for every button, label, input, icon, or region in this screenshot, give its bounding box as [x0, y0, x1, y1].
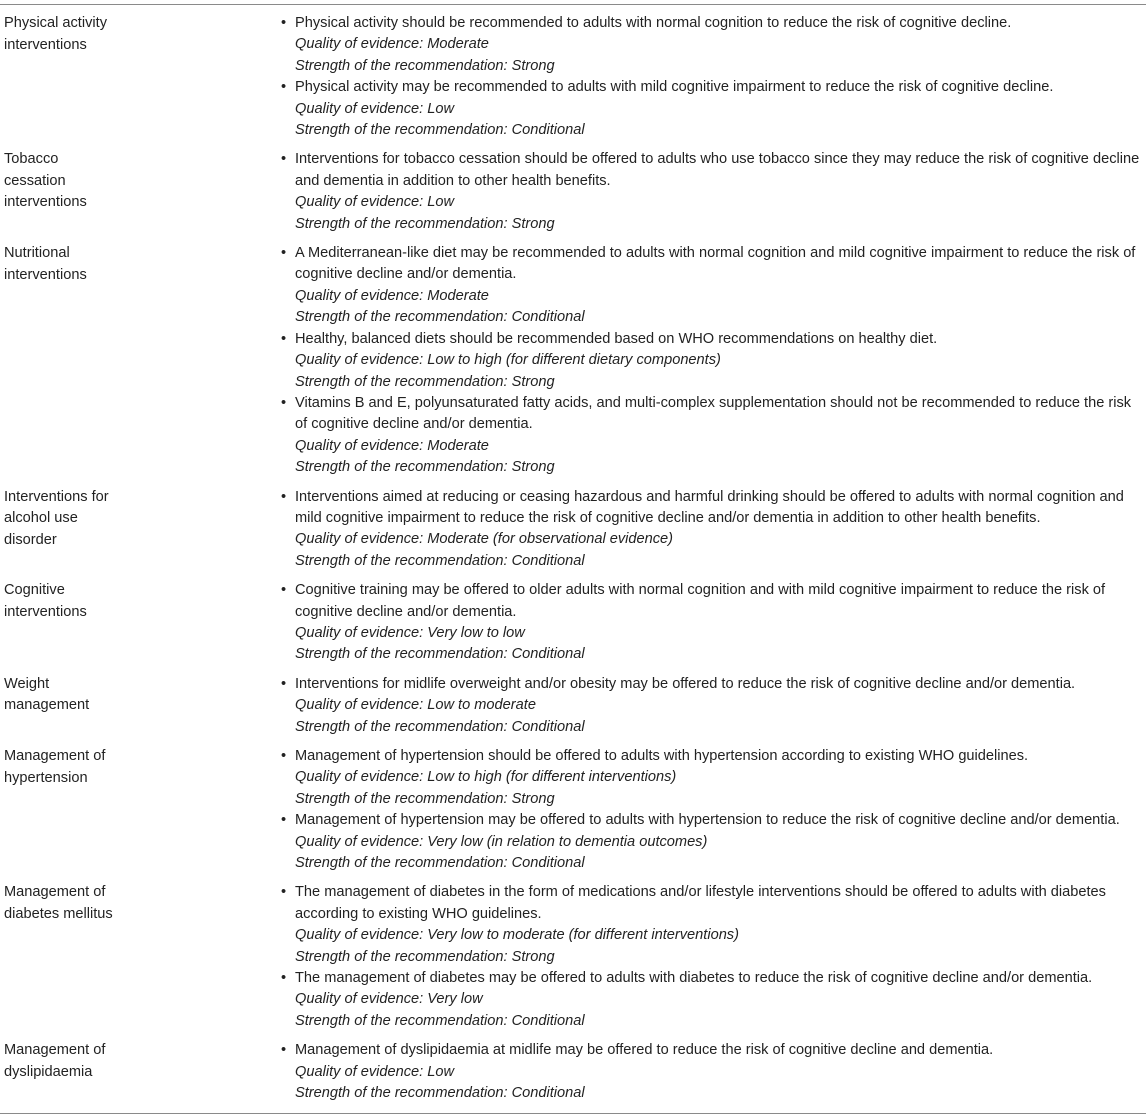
recommendations-cell	[280, 878, 1146, 1036]
intervention-label-line: dyslipidaemia	[4, 1063, 93, 1080]
evidence-note	[280, 644, 1146, 665]
evidence-text: Quality of evidence: Low	[295, 100, 454, 117]
evidence-text: Quality of evidence: Low	[295, 1063, 454, 1080]
recommendation-item	[280, 580, 1146, 623]
table-row	[0, 483, 1146, 577]
recommendation-item	[280, 149, 1146, 192]
evidence-text: Strength of the recommendation: Strong	[295, 790, 555, 807]
evidence-note	[280, 832, 1146, 853]
recommendation-text: Interventions for midlife overweight and/or obesity may be offered to reduce the risk of cognitive decline and/or dementia.	[295, 675, 1076, 692]
bullet-icon: •	[281, 15, 287, 31]
intervention-label-line: Weight	[4, 675, 50, 692]
evidence-note	[280, 1062, 1146, 1083]
evidence-text: Strength of the recommendation: Strong	[295, 373, 555, 390]
evidence-text: Quality of evidence: Low to high (for different interventions)	[295, 769, 677, 786]
recommendation-item	[280, 329, 1146, 350]
evidence-note	[280, 989, 1146, 1010]
intervention-label-line: Interventions for	[4, 488, 109, 505]
table-row	[0, 1036, 1146, 1108]
evidence-note	[280, 1011, 1146, 1032]
evidence-note	[280, 457, 1146, 478]
bullet-icon: •	[281, 151, 287, 168]
recommendation-item	[280, 746, 1146, 767]
intervention-label-line: Management of	[4, 1042, 106, 1059]
table-row	[0, 670, 1146, 742]
evidence-text: Quality of evidence: Moderate	[295, 287, 489, 304]
evidence-text: Strength of the recommendation: Conditional	[295, 1085, 585, 1102]
recommendation-text: Healthy, balanced diets should be recommended based on WHO recommendations on healthy diet.	[295, 330, 938, 347]
evidence-note	[280, 56, 1146, 77]
evidence-note	[280, 120, 1146, 141]
intervention-label-line: hypertension	[4, 769, 88, 786]
recommendation-text: Interventions for tobacco cessation should be offered to adults who use tobacco since they may reduce the risk of cognitive decline and dementia in addition to other health benefits.	[295, 151, 1140, 189]
recommendation-text: The management of diabetes may be offered to adults with diabetes to reduce the risk of cognitive decline and/or dementia.	[295, 970, 1093, 987]
intervention-label-line: interventions	[4, 603, 87, 620]
recommendations-cell	[280, 483, 1146, 577]
recommendation-text: Management of hypertension should be offered to adults with hypertension according to existing WHO guidelines.	[295, 748, 1029, 764]
bullet-icon: •	[281, 394, 287, 411]
evidence-note	[280, 925, 1146, 946]
table-row	[0, 576, 1146, 670]
evidence-note	[280, 436, 1146, 457]
bullet-icon: •	[281, 748, 287, 764]
intervention-label-cell	[0, 576, 280, 670]
intervention-label-line: Management of	[4, 748, 106, 764]
intervention-label-cell	[0, 145, 280, 239]
recommendation-text: Interventions aimed at reducing or ceasing hazardous and harmful drinking should be offered to adults with normal cognition and mild cognitive impairment to reduce the risk of cognitive decline and/or dementia in addition to other health benefits.	[295, 488, 1124, 526]
evidence-text: Quality of evidence: Low to moderate	[295, 697, 536, 714]
recommendation-item	[280, 674, 1146, 695]
recommendation-text: Management of dyslipidaemia at midlife may be offered to reduce the risk of cognitive decline and dementia.	[295, 1042, 994, 1059]
recommendations-table	[0, 5, 1146, 1109]
intervention-label-line: management	[4, 697, 90, 714]
bullet-icon: •	[281, 245, 287, 262]
recommendation-list	[280, 746, 1146, 874]
recommendation-text: The management of diabetes in the form of medications and/or lifestyle interventions should be offered to adults with diabetes according to existing WHO guidelines.	[295, 884, 1106, 922]
evidence-note	[280, 853, 1146, 874]
evidence-text: Quality of evidence: Moderate	[295, 36, 489, 53]
evidence-note	[280, 350, 1146, 371]
intervention-label-line: Tobacco	[4, 151, 59, 168]
bullet-icon: •	[281, 812, 287, 829]
recommendation-list	[280, 149, 1146, 235]
table-row	[0, 878, 1146, 1036]
recommendation-text: Cognitive training may be offered to older adults with normal cognition and with mild cognitive impairment to reduce the risk of cognitive decline and/or dementia.	[295, 582, 1106, 620]
evidence-text: Quality of evidence: Very low (in relation to dementia outcomes)	[295, 833, 708, 850]
recommendation-list	[280, 243, 1146, 478]
evidence-text: Strength of the recommendation: Strong	[295, 215, 555, 232]
bullet-icon: •	[281, 970, 287, 987]
evidence-note	[280, 372, 1146, 393]
evidence-text: Quality of evidence: Very low	[295, 991, 483, 1008]
intervention-label-line: Management of	[4, 884, 106, 901]
recommendation-item	[280, 968, 1146, 989]
intervention-label-cell	[0, 5, 280, 145]
recommendation-item	[280, 13, 1146, 34]
recommendation-item	[280, 243, 1146, 286]
evidence-text: Strength of the recommendation: Conditional	[295, 1012, 585, 1029]
recommendation-item	[280, 393, 1146, 436]
recommendation-text: Vitamins B and E, polyunsaturated fatty acids, and multi-complex supplementation should not be recommended to reduce the risk of cognitive decline and/or dementia.	[295, 394, 1132, 433]
evidence-note	[280, 307, 1146, 328]
recommendations-cell	[280, 670, 1146, 742]
evidence-note	[280, 214, 1146, 235]
evidence-note	[280, 551, 1146, 572]
evidence-text: Strength of the recommendation: Strong	[295, 948, 555, 965]
recommendations-cell	[280, 742, 1146, 878]
bullet-icon: •	[281, 488, 287, 505]
evidence-text: Strength of the recommendation: Conditional	[295, 309, 585, 326]
evidence-text: Strength of the recommendation: Conditional	[295, 855, 585, 872]
recommendations-cell	[280, 5, 1146, 145]
evidence-text: Quality of evidence: Moderate	[295, 437, 489, 454]
evidence-note	[280, 767, 1146, 788]
recommendation-text: Physical activity may be recommended to adults with mild cognitive impairment to reduce the risk of cognitive decline.	[295, 79, 1054, 96]
evidence-note	[280, 717, 1146, 738]
recommendation-item	[280, 1040, 1146, 1061]
recommendations-cell	[280, 576, 1146, 670]
intervention-label-line: interventions	[4, 194, 87, 211]
evidence-text: Strength of the recommendation: Conditional	[295, 552, 585, 569]
recommendations-cell	[280, 239, 1146, 482]
evidence-text: Quality of evidence: Very low to low	[295, 624, 525, 641]
evidence-text: Strength of the recommendation: Strong	[295, 459, 555, 476]
recommendation-text: Physical activity should be recommended to adults with normal cognition to reduce the risk of cognitive decline.	[295, 15, 1012, 31]
intervention-label-line: diabetes mellitus	[4, 905, 113, 922]
intervention-label-line: Physical activity	[4, 15, 107, 31]
intervention-label-cell	[0, 1036, 280, 1108]
intervention-label-line: interventions	[4, 266, 87, 283]
evidence-text: Strength of the recommendation: Strong	[295, 57, 555, 74]
intervention-label-line: alcohol use	[4, 510, 78, 527]
recommendation-item	[280, 882, 1146, 925]
evidence-note	[280, 192, 1146, 213]
recommendation-text: Management of hypertension may be offered to adults with hypertension to reduce the risk of cognitive decline and/or dementia.	[295, 812, 1120, 829]
evidence-note	[280, 695, 1146, 716]
bullet-icon: •	[281, 79, 287, 96]
evidence-note	[280, 623, 1146, 644]
recommendations-cell	[280, 1036, 1146, 1108]
intervention-label-cell	[0, 483, 280, 577]
bullet-icon: •	[281, 884, 287, 901]
recommendation-item	[280, 487, 1146, 530]
evidence-text: Quality of evidence: Moderate (for observational evidence)	[295, 531, 674, 548]
table-row	[0, 239, 1146, 482]
evidence-note	[280, 34, 1146, 55]
evidence-text: Quality of evidence: Low to high (for different dietary components)	[295, 352, 721, 369]
evidence-text: Strength of the recommendation: Conditional	[295, 122, 585, 139]
intervention-label-cell	[0, 239, 280, 482]
evidence-note	[280, 789, 1146, 810]
bullet-icon: •	[281, 582, 287, 599]
table-row	[0, 5, 1146, 145]
recommendation-list	[280, 580, 1146, 666]
intervention-label-line: Nutritional	[4, 245, 70, 262]
evidence-note	[280, 286, 1146, 307]
recommendation-list	[280, 882, 1146, 1032]
recommendation-list	[280, 13, 1146, 141]
evidence-note	[280, 529, 1146, 550]
recommendations-cell	[280, 145, 1146, 239]
table-bottom-rule	[0, 1113, 1146, 1114]
bullet-icon: •	[281, 330, 287, 347]
recommendation-text: A Mediterranean-like diet may be recommended to adults with normal cognition and mild cognitive impairment to reduce the risk of cognitive decline and/or dementia.	[295, 245, 1136, 283]
evidence-note	[280, 1083, 1146, 1104]
evidence-text: Strength of the recommendation: Conditional	[295, 646, 585, 663]
recommendation-list	[280, 674, 1146, 738]
intervention-label-line: disorder	[4, 531, 57, 548]
evidence-text: Strength of the recommendation: Conditional	[295, 718, 585, 735]
table-body	[0, 5, 1146, 1109]
evidence-note	[280, 99, 1146, 120]
bullet-icon: •	[281, 1042, 287, 1059]
table-row	[0, 742, 1146, 878]
evidence-text: Quality of evidence: Very low to moderate (for different interventions)	[295, 927, 739, 944]
intervention-label-line: Cognitive	[4, 582, 65, 599]
recommendation-item	[280, 77, 1146, 98]
recommendation-item	[280, 810, 1146, 831]
recommendation-list	[280, 487, 1146, 573]
intervention-label-line: cessation	[4, 172, 66, 189]
table-row	[0, 145, 1146, 239]
intervention-label-line: interventions	[4, 36, 87, 53]
intervention-label-cell	[0, 742, 280, 878]
intervention-label-cell	[0, 670, 280, 742]
evidence-note	[280, 947, 1146, 968]
intervention-label-cell	[0, 878, 280, 1036]
recommendation-list	[280, 1040, 1146, 1104]
evidence-text: Quality of evidence: Low	[295, 194, 454, 211]
bullet-icon: •	[281, 675, 287, 692]
